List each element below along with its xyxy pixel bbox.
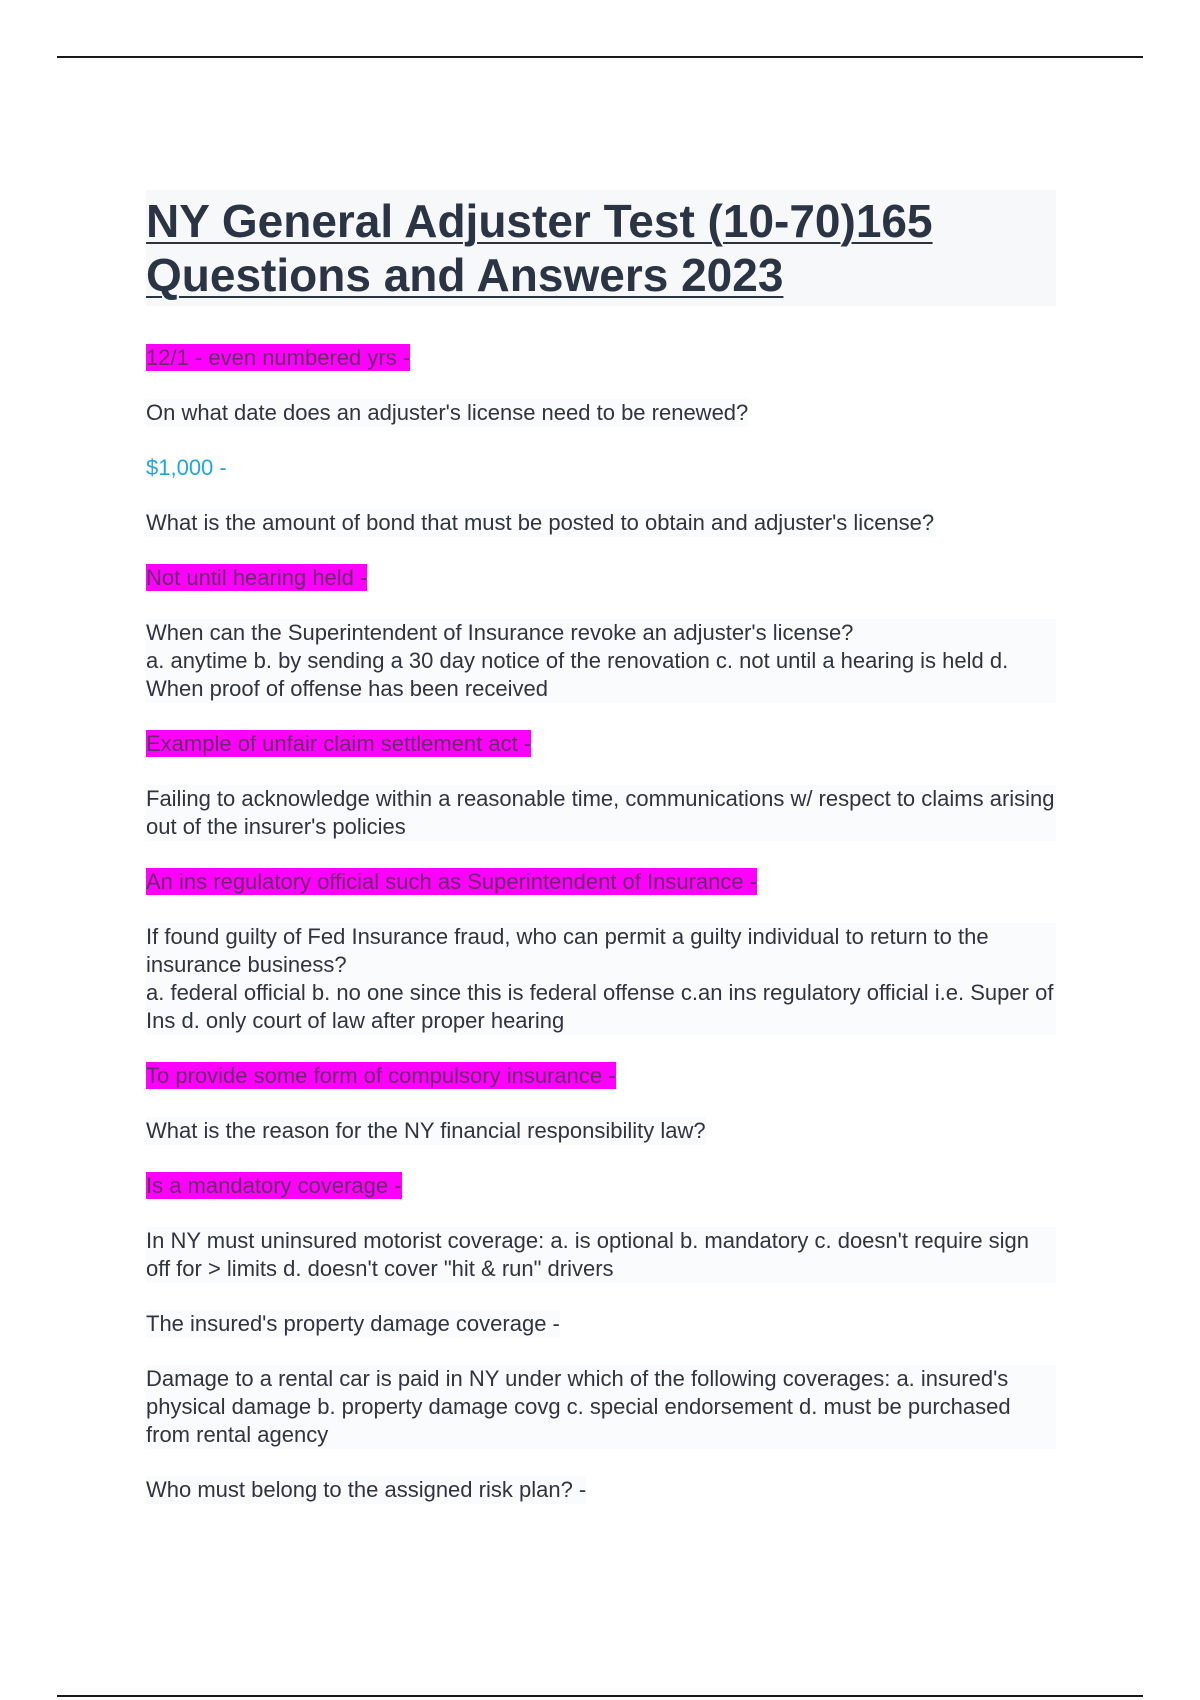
qa-card-7 bbox=[146, 1172, 1056, 1283]
top-rule bbox=[57, 56, 1143, 58]
question-text: What is the reason for the NY financial responsibility law? bbox=[146, 1118, 706, 1143]
answer-text: Not until hearing held - bbox=[146, 565, 368, 590]
answer-text: To provide some form of compulsory insurance - bbox=[146, 1063, 616, 1088]
answer-text: 12/1 - even numbered yrs - bbox=[146, 345, 411, 370]
title-line-1: NY General Adjuster Test (10-70)165 bbox=[146, 195, 933, 247]
answer-text: Example of unfair claim settlement act - bbox=[146, 731, 532, 756]
answer-text: An ins regulatory official such as Superintendent of Insurance - bbox=[146, 869, 758, 894]
document-title bbox=[146, 194, 1056, 302]
bottom-rule bbox=[57, 1695, 1143, 1697]
answer-text: Is a mandatory coverage - bbox=[146, 1173, 402, 1198]
answer-text: $1,000 - bbox=[146, 455, 227, 480]
title-block bbox=[146, 190, 1056, 306]
answer-text: Who must belong to the assigned risk plan? - bbox=[146, 1477, 587, 1502]
document-body bbox=[146, 190, 1056, 1531]
qa-card-4 bbox=[146, 730, 1056, 841]
question-text: On what date does an adjuster's license need to be renewed? bbox=[146, 400, 749, 425]
question-text: If found guilty of Fed Insurance fraud, who can permit a guilty individual to return to the insurance business? a. federal official b. no one since this is federal offense c.an ins regulatory official i.e. Super of Ins d. only court of law after proper hearing bbox=[146, 923, 1056, 1035]
question-text: Failing to acknowledge within a reasonable time, communications w/ respect to claims arising out of the insurer's policies bbox=[146, 786, 1055, 839]
qa-card-5 bbox=[146, 868, 1056, 1035]
question-text: Damage to a rental car is paid in NY under which of the following coverages: a. insured's physical damage b. property damage covg c. special endorsement d. must be purchased from rental agency bbox=[146, 1365, 1056, 1449]
qa-card-8 bbox=[146, 1310, 1056, 1449]
question-text: What is the amount of bond that must be posted to obtain and adjuster's license? bbox=[146, 510, 935, 535]
qa-card-6 bbox=[146, 1062, 1056, 1145]
answer-text: The insured's property damage coverage - bbox=[146, 1311, 560, 1336]
qa-card-3 bbox=[146, 564, 1056, 703]
question-text: In NY must uninsured motorist coverage: a. is optional b. mandatory c. doesn't require sign off for > limits d. doesn't cover "hit & run" drivers bbox=[146, 1227, 1056, 1283]
qa-card-2 bbox=[146, 454, 1056, 537]
qa-card-1 bbox=[146, 344, 1056, 427]
title-line-2: Questions and Answers 2023 bbox=[146, 249, 784, 301]
question-text: When can the Superintendent of Insurance revoke an adjuster's license? a. anytime b. by sending a 30 day notice of the renovation c. not until a hearing is held d. When proof of offense has been received bbox=[146, 619, 1056, 703]
qa-card-9 bbox=[146, 1476, 1056, 1504]
